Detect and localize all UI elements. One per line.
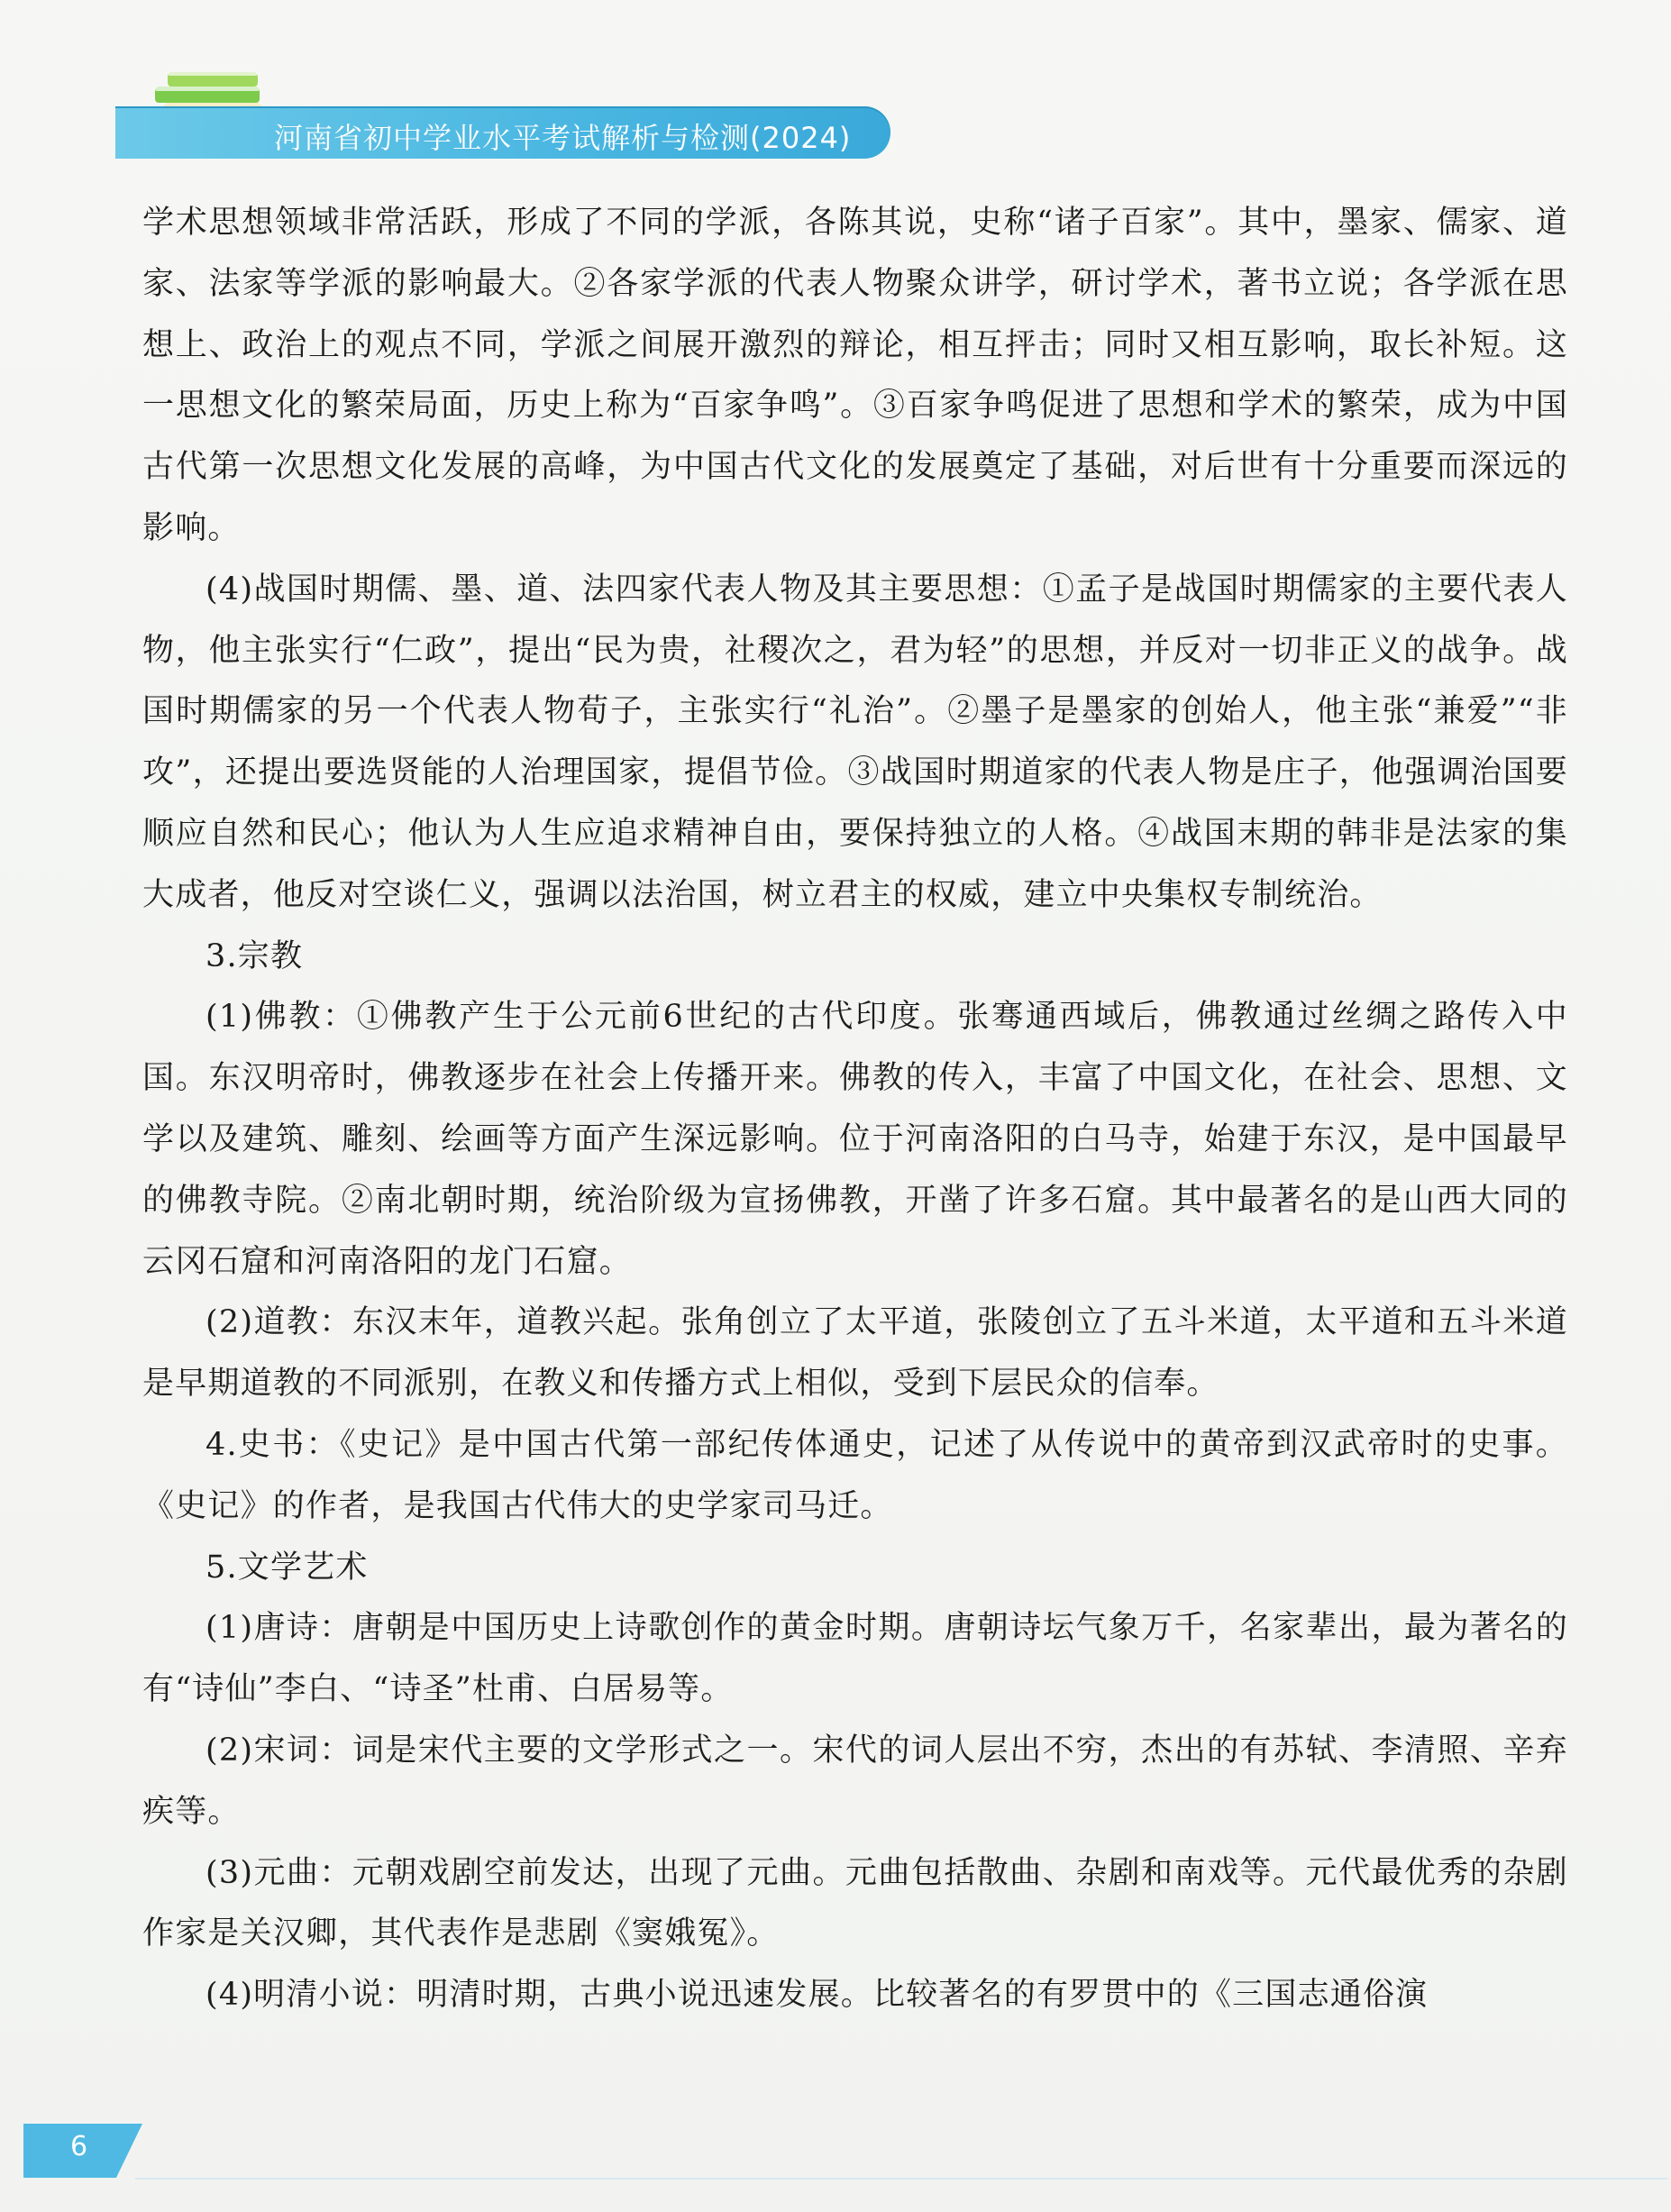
paragraph-1: (4)战国时期儒、墨、道、法四家代表人物及其主要思想：①孟子是战国时期儒家的主要代表人物，他主张实行“仁政”，提出“民为贵，社稷次之，君为轻”的思想，并反对一切非正义的战争。战国时期儒家的另一个代表人物荀子，主张实行“礼治”。②墨子是墨家的创始人，他主张“兼爱”“非攻”，还提出要选贤能的人治理国家，提倡节俭。③战国时期道家的代表人物是庄子，他强调治国要顺应自然和民心；他认为人生应追求精神自由，要保持独立的人格。④战国末期的韩非是法家的集大成者，他反对空谈仁义，强调以法治国，树立君主的权威，建立中央集权专制统治。 bbox=[142, 571, 1569, 913]
paragraph-song-ci: (2)宋词：词是宋代主要的文学形式之一。宋代的词人层出不穷，杰出的有苏轼、李清照、辛弃疾等。 bbox=[142, 1732, 1568, 1830]
section-heading-religion: 3.宗教 bbox=[205, 937, 304, 974]
paragraph-ming-qing-novels: (4)明清小说：明清时期，古典小说迅速发展。比较著名的有罗贯中的《三国志通俗演 bbox=[205, 1977, 1429, 2014]
paragraph-yuan-qu: (3)元曲：元朝戏剧空前发达，出现了元曲。元曲包括散曲、杂剧和南戏等。元代最优秀的杂剧作家是关汉卿，其代表作是悲剧《窦娥冤》。 bbox=[142, 1854, 1568, 1952]
body-text bbox=[142, 193, 1568, 2026]
paragraph-buddhism: (1)佛教：①佛教产生于公元前6世纪的古代印度。张骞通西域后，佛教通过丝绸之路传入中国。东汉明帝时，佛教逐步在社会上传播开来。佛教的传入，丰富了中国文化，在社会、思想、文学以及建筑、雕刻、绘画等方面产生深远影响。位于河南洛阳的白马寺，始建于东汉，是中国最早的佛教寺院。②南北朝时期，统治阶级为宣扬佛教，开凿了许多石窟。其中最著名的是山西大同的云冈石窟和河南洛阳的龙门石窟。 bbox=[142, 999, 1568, 1280]
paragraph-taoism: (2)道教：东汉末年，道教兴起。张角创立了太平道，张陵创立了五斗米道，太平道和五斗米道是早期道教的不同派别，在教义和传播方式上相似，受到下层民众的信奉。 bbox=[142, 1304, 1568, 1403]
footer-divider bbox=[135, 2178, 1667, 2180]
header-title: 河南省初中学业水平考试解析与检测(2024) bbox=[274, 121, 852, 155]
section-heading-literature: 5.文学艺术 bbox=[205, 1549, 369, 1586]
paragraph-tang-poetry: (1)唐诗：唐朝是中国历史上诗歌创作的黄金时期。唐朝诗坛气象万千，名家辈出，最为著名的有“诗仙”李白、“诗圣”杜甫、白居易等。 bbox=[142, 1610, 1568, 1708]
paragraph-0: 学术思想领域非常活跃，形成了不同的学派，各陈其说，史称“诸子百家”。其中，墨家、儒家、道家、法家等学派的影响最大。②各家学派的代表人物聚众讲学，研讨学术，著书立说；各学派在思想上、政治上的观点不同，学派之间展开激烈的辩论，相互抨击；同时又相互影响，取长补短。这一思想文化的繁荣局面，历史上称为“百家争鸣”。③百家争鸣促进了思想和学术的繁荣，成为中国古代第一次思想文化发展的高峰，为中国古代文化的发展奠定了基础，对后世有十分重要而深远的影响。 bbox=[142, 205, 1568, 546]
header-banner bbox=[115, 106, 890, 159]
page-number: 6 bbox=[70, 2131, 88, 2162]
paragraph-history-books: 4.史书：《史记》是中国古代第一部纪传体通史，记述了从传说中的黄帝到汉武帝时的史事。《史记》的作者，是我国古代伟大的史学家司马迁。 bbox=[142, 1426, 1568, 1524]
